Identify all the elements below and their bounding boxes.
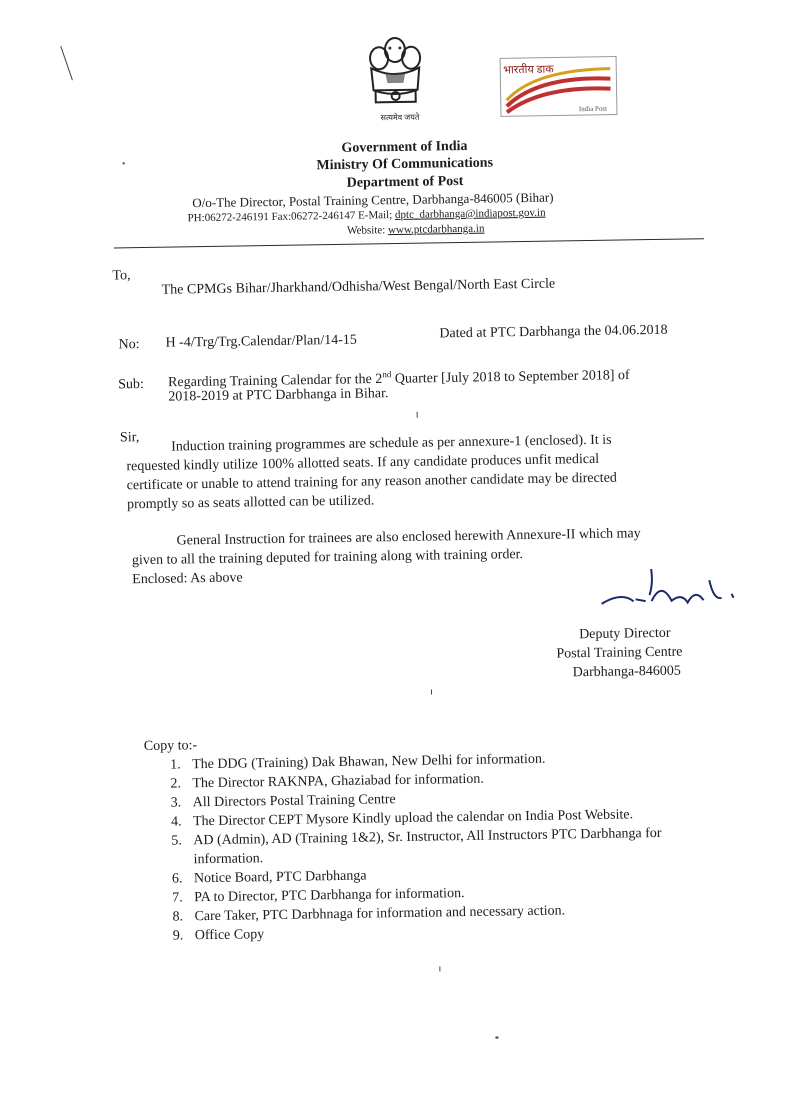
scan-speck [123, 162, 125, 164]
item-number: 9. [172, 928, 184, 944]
item-text: All Directors Postal Training Centre [192, 792, 396, 811]
handwritten-signature [591, 559, 762, 622]
item-number: 2. [170, 776, 182, 792]
para2-line-1: General Instruction for trainees are also enclosed herewith Annexure-II which may [176, 526, 641, 549]
enclosed-note: Enclosed: As above [132, 570, 243, 588]
item-text: Office Copy [194, 927, 265, 944]
item-number: 1. [170, 757, 181, 773]
reference-no-value: H -4/Trg/Trg.Calendar/Plan/14-15 [165, 332, 357, 351]
para1-line-3: certificate or unable to attend training for any reason another candidate may be directed [126, 470, 617, 494]
subject-superscript: nd [382, 369, 392, 380]
scan-speck [439, 966, 440, 971]
para1-line-4: promptly so as seats allotted can be utilized. [126, 493, 375, 513]
website-link[interactable]: www.ptcdarbhanga.in [387, 222, 485, 237]
letterhead-line-3: Department of Post [346, 173, 464, 191]
item-number: 8. [172, 909, 184, 925]
subject-text-a: Regarding Training Calendar for the 2 [168, 371, 383, 391]
letterhead-website [296, 222, 536, 238]
item-number: 7. [172, 890, 183, 906]
item-number: 3. [170, 795, 182, 811]
item-text: PA to Director, PTC Darbhanga for information. [194, 886, 465, 906]
contact-email-link[interactable]: dptc_darbhanga@indiapost.gov.in [394, 206, 546, 222]
item-number: 6. [171, 871, 183, 887]
emblem-caption: सत्यमेव जयते [380, 112, 420, 123]
india-post-logo-subtext: India Post [578, 104, 608, 114]
item-text: The Director RAKNPA, Ghaziabad for information. [192, 771, 484, 792]
to-recipient: The CPMGs Bihar/Jharkhand/Odhisha/West Bengal/North East Circle [161, 276, 556, 298]
website-label: Website: [346, 224, 389, 237]
letterhead-divider [114, 238, 704, 248]
para1-line-1: Induction training programmes are schedule as per annexure-1 (enclosed). It is [171, 432, 612, 455]
india-post-logo-text: भारतीय डाक [503, 63, 554, 77]
item-text: The Director CEPT Mysore Kindly upload the calendar on India Post Website. [192, 807, 634, 830]
item-text: The DDG (Training) Dak Bhawan, New Delhi for information. [192, 751, 546, 773]
subject-line-2: 2018-2019 at PTC Darbhanga in Bihar. [168, 386, 389, 405]
copy-to-heading: Copy to:- [143, 738, 198, 755]
scan-mark [60, 46, 73, 80]
item-text: Notice Board, PTC Darbhanga [193, 868, 367, 887]
scan-speck [417, 412, 418, 418]
subject-text-b: Quarter [July 2018 to September 2018] of [391, 368, 630, 387]
signatory-place: Darbhanga-846005 [572, 663, 681, 681]
copy-to-list [170, 747, 733, 946]
salutation: Sir, [119, 430, 140, 446]
to-label: To, [112, 268, 131, 284]
item-text: AD (Admin), AD (Training 1&2), Sr. Instructor, All Instructors PTC Darbhanga for information. [193, 825, 662, 868]
letterhead-line-1: Government of India [341, 138, 468, 156]
letterhead-address: O/o-The Director, Postal Training Centre, Darbhanga-846005 (Bihar) [192, 189, 554, 211]
para2-line-2: given to all the training deputed for training along with training order. [131, 547, 524, 569]
signatory-designation: Deputy Director [579, 625, 671, 643]
item-number: 5. [171, 833, 182, 849]
reference-no-label: No: [118, 337, 140, 353]
subject-label: Sub: [118, 377, 144, 393]
item-text: Care Taker, PTC Darbhnaga for information and necessary action. [194, 903, 566, 925]
para1-line-2: requested kindly utilize 100% allotted seats. If any candidate produces unfit medical [126, 451, 600, 475]
signatory-office: Postal Training Centre [556, 644, 683, 662]
contact-phone-fax: PH:06272-246191 Fax:06272-246147 E-Mail; [187, 209, 396, 225]
scan-speck [431, 690, 432, 695]
item-number: 4. [170, 814, 182, 830]
letter-date: Dated at PTC Darbhanga the 04.06.2018 [439, 322, 668, 342]
scan-speck [495, 1037, 498, 1039]
letterhead-line-2: Ministry Of Communications [316, 155, 494, 174]
